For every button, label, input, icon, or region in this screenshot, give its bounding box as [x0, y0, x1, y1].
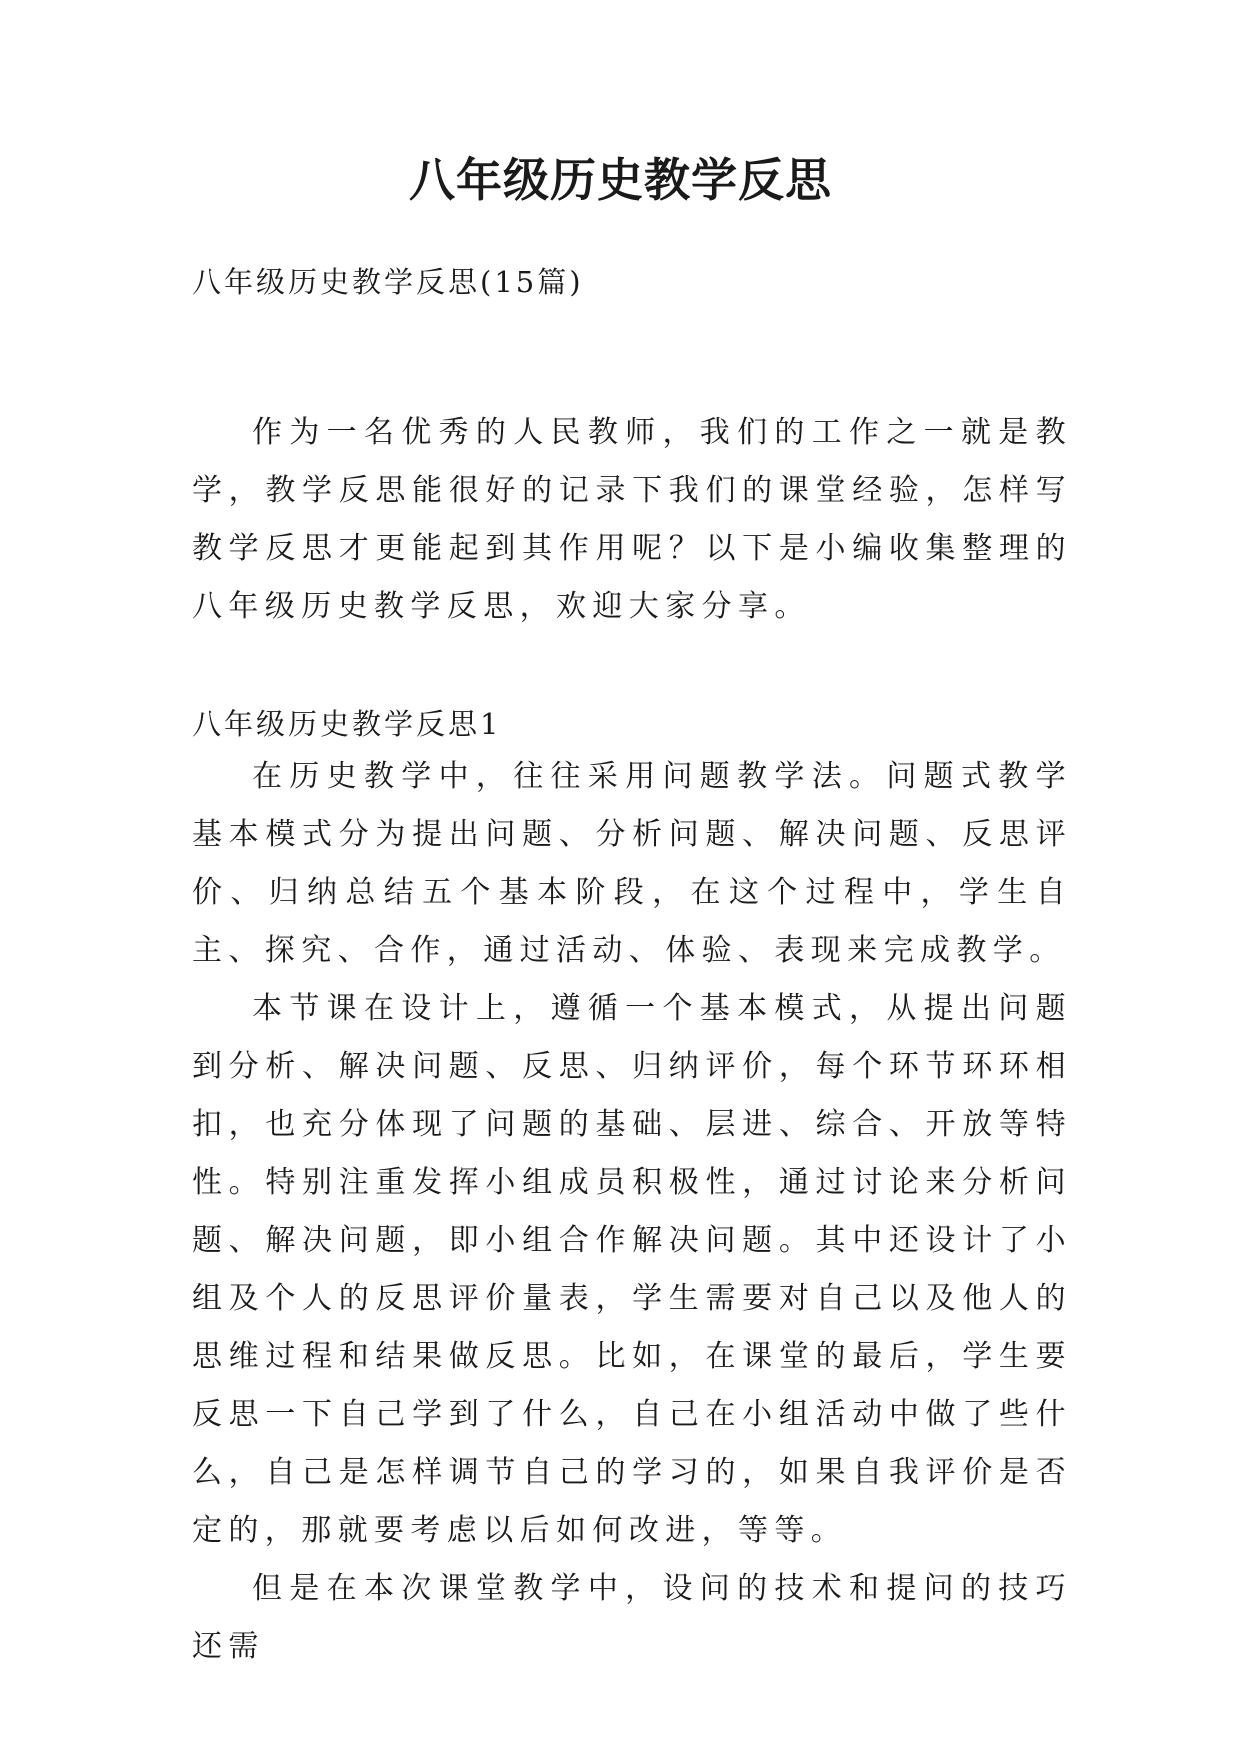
document-title: 八年级历史教学反思	[409, 153, 832, 207]
document-subtitle: 八年级历史教学反思(15篇)	[192, 265, 584, 299]
intro-paragraph: 作为一名优秀的人民教师，我们的工作之一就是教学，教学反思能很好的记录下我们的课堂经验，怎样写教学反思才更能起到其作用呢？以下是小编收集整理的八年级历史教学反思，欢迎大家分享。	[192, 415, 1072, 624]
intro-block	[192, 404, 1072, 636]
section-body	[192, 748, 1072, 1676]
body-paragraph: 但是在本次课堂教学中，设问的技术和提问的技巧还需	[192, 1571, 1072, 1664]
body-paragraph: 本节课在设计上，遵循一个基本模式，从提出问题到分析、解决问题、反思、归纳评价，每个环节环环相扣，也充分体现了问题的基础、层进、综合、开放等特性。特别注重发挥小组成员积极性，通过讨论来分析问题、解决问题，即小组合作解决问题。其中还设计了小组及个人的反思评价量表，学生需要对自己以及他人的思维过程和结果做反思。比如，在课堂的最后，学生要反思一下自己学到了什么，自己在小组活动中做了些什么，自己是怎样调节自己的学习的，如果自我评价是否定的，那就要考虑以后如何改进，等等。	[192, 991, 1072, 1548]
body-paragraph: 在历史教学中，往往采用问题教学法。问题式教学基本模式分为提出问题、分析问题、解决问题、反思评价、归纳总结五个基本阶段，在这个过程中，学生自主、探究、合作，通过活动、体验、表现来完成教学。	[192, 759, 1072, 968]
section-heading: 八年级历史教学反思1	[192, 707, 502, 741]
